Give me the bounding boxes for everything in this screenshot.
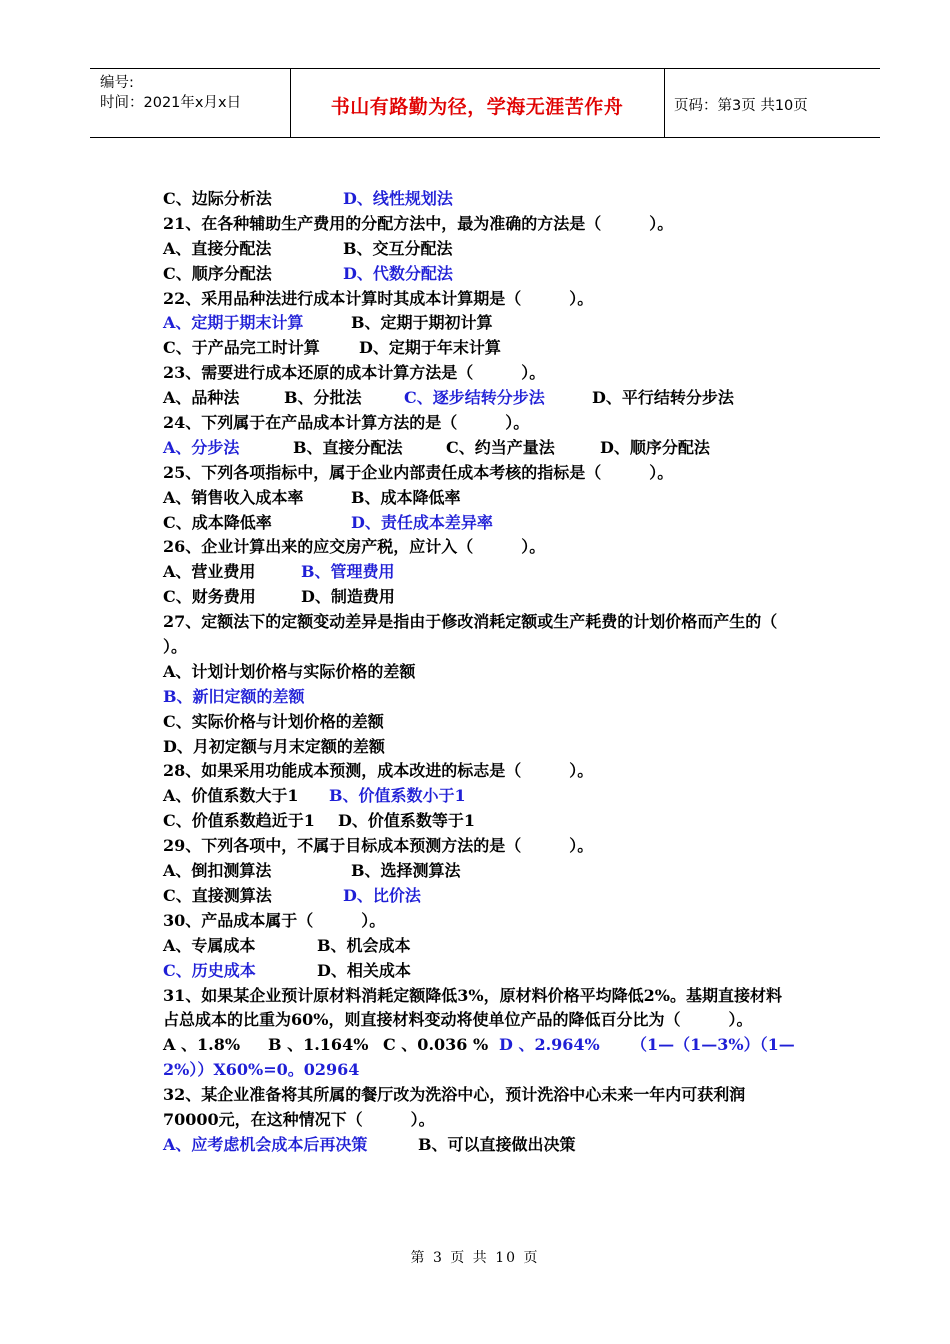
doc-time-label: 时间：2021年x月x日 bbox=[100, 95, 242, 111]
text-line bbox=[163, 1108, 813, 1133]
text-line bbox=[163, 610, 813, 635]
answer-text: D 、2.964% bbox=[499, 1035, 600, 1055]
answer-text: D、责任成本差异率 bbox=[351, 512, 493, 532]
answer-text: D、代数分配法 bbox=[343, 263, 453, 283]
text-line bbox=[163, 262, 813, 287]
answer-text: A、定期于期末计算 bbox=[163, 313, 304, 333]
question-text: D、制造费用 bbox=[301, 587, 395, 607]
question-text: C、顺序分配法 bbox=[163, 263, 272, 283]
question-text: 23、需要进行成本还原的成本计算方法是（ ）。 bbox=[163, 363, 546, 383]
question-text: B、定期于期初计算 bbox=[351, 313, 493, 333]
question-text: D、定期于年末计算 bbox=[359, 338, 501, 358]
question-text: A、品种法 bbox=[163, 388, 240, 408]
answer-text: C、逐步结转分步法 bbox=[404, 388, 545, 408]
text-line bbox=[163, 461, 813, 486]
header-divider bbox=[664, 69, 665, 137]
text-line bbox=[163, 560, 813, 585]
question-text: C 、0.036 % bbox=[383, 1035, 489, 1055]
text-line bbox=[163, 735, 813, 760]
text-line bbox=[163, 959, 813, 984]
question-text: B、交互分配法 bbox=[343, 238, 453, 258]
answer-text: 2%））X60%=0。02964 bbox=[163, 1060, 360, 1080]
answer-text: B、价值系数小于1 bbox=[329, 786, 466, 806]
question-text: C、财务费用 bbox=[163, 587, 256, 607]
text-line bbox=[163, 1083, 813, 1108]
question-text: A、计划计划价格与实际价格的差额 bbox=[163, 661, 416, 681]
question-text: C、实际价格与计划价格的差额 bbox=[163, 711, 384, 731]
text-line bbox=[163, 237, 813, 262]
text-line bbox=[163, 1008, 813, 1033]
text-line bbox=[163, 660, 813, 685]
question-text: A、营业费用 bbox=[163, 562, 256, 582]
question-text: B、选择测算法 bbox=[351, 861, 461, 881]
question-text: 26、企业计算出来的应交房产税，应计入（ ）。 bbox=[163, 537, 546, 557]
question-text: D、顺序分配法 bbox=[600, 437, 710, 457]
text-line bbox=[163, 212, 813, 237]
text-line bbox=[163, 585, 813, 610]
text-line bbox=[163, 1058, 813, 1083]
question-text: 27、定额法下的定额变动差异是指由于修改消耗定额或生产耗费的计划价格而产生的（ bbox=[163, 612, 778, 632]
answer-text: B、管理费用 bbox=[301, 562, 395, 582]
text-line bbox=[163, 361, 813, 386]
question-text: 21、在各种辅助生产费用的分配方法中，最为准确的方法是（ ）。 bbox=[163, 213, 674, 233]
question-text: C、直接测算法 bbox=[163, 885, 272, 905]
question-text: 32、某企业准备将其所属的餐厅改为洗浴中心，预计洗浴中心未来一年内可获利润 bbox=[163, 1085, 746, 1105]
text-line bbox=[163, 834, 813, 859]
question-text: B、机会成本 bbox=[317, 935, 411, 955]
question-text: 70000元，在这种情况下（ ）。 bbox=[163, 1109, 435, 1129]
question-text: D、相关成本 bbox=[317, 960, 411, 980]
page-header bbox=[90, 68, 880, 138]
text-line bbox=[163, 859, 813, 884]
text-line bbox=[163, 685, 813, 710]
answer-text: D、线性规划法 bbox=[343, 189, 453, 208]
answer-text: B、新旧定额的差额 bbox=[163, 686, 305, 706]
question-text: A、价值系数大于1 bbox=[163, 786, 299, 806]
text-line bbox=[163, 884, 813, 909]
text-line bbox=[163, 535, 813, 560]
question-text: 30、产品成本属于（ ）。 bbox=[163, 910, 386, 930]
question-text: 24、下列属于在产品成本计算方法的是（ ）。 bbox=[163, 413, 530, 433]
header-page-number: 页码：第3页 共10页 bbox=[674, 98, 808, 114]
question-text: D、平行结转分步法 bbox=[592, 388, 734, 408]
text-line bbox=[163, 909, 813, 934]
question-text: A、专属成本 bbox=[163, 935, 256, 955]
text-line bbox=[163, 809, 813, 834]
text-line bbox=[163, 486, 813, 511]
text-line bbox=[163, 1133, 813, 1158]
text-line bbox=[163, 436, 813, 461]
question-text: D、月初定额与月末定额的差额 bbox=[163, 736, 385, 756]
question-text: B、可以直接做出决策 bbox=[418, 1134, 576, 1154]
question-text: 25、下列各项指标中，属于企业内部责任成本考核的指标是（ ）。 bbox=[163, 462, 674, 482]
question-text: 占总成本的比重为60%，则直接材料变动将使单位产品的降低百分比为（ ）。 bbox=[163, 1010, 753, 1030]
doc-id-label: 编号: bbox=[100, 75, 134, 91]
question-text: A、倒扣测算法 bbox=[163, 861, 272, 881]
text-line bbox=[163, 386, 813, 411]
question-text: B、直接分配法 bbox=[293, 437, 403, 457]
text-line bbox=[163, 784, 813, 809]
text-line bbox=[163, 635, 813, 660]
text-line bbox=[163, 759, 813, 784]
header-motto: 书山有路勤为径，学海无涯苦作舟 bbox=[330, 96, 624, 118]
answer-text: C、历史成本 bbox=[163, 960, 256, 980]
text-line bbox=[163, 1033, 813, 1058]
question-text: C、成本降低率 bbox=[163, 512, 272, 532]
text-line bbox=[163, 710, 813, 735]
question-text: D、价值系数等于1 bbox=[338, 811, 476, 831]
question-text: 22、采用品种法进行成本计算时其成本计算期是（ ）。 bbox=[163, 288, 594, 308]
question-text: 29、下列各项中，不属于目标成本预测方法的是（ ）。 bbox=[163, 836, 594, 856]
question-text: A、直接分配法 bbox=[163, 238, 272, 258]
question-text: 31、如果某企业预计原材料消耗定额降低3%，原材料价格平均降低2%。基期直接材料 bbox=[163, 985, 782, 1005]
answer-text: （1—（1—3%）（1— bbox=[631, 1035, 795, 1055]
text-line bbox=[163, 336, 813, 361]
question-text: C、边际分析法 bbox=[163, 189, 272, 208]
text-line bbox=[163, 287, 813, 312]
answer-text: A、分步法 bbox=[163, 437, 240, 457]
text-line bbox=[163, 934, 813, 959]
question-text: A、销售收入成本率 bbox=[163, 487, 304, 507]
question-text: C、于产品完工时计算 bbox=[163, 338, 320, 358]
document-body bbox=[163, 187, 813, 1158]
question-text: B、分批法 bbox=[284, 388, 362, 408]
text-line bbox=[163, 187, 813, 212]
question-text: B 、1.164% bbox=[268, 1035, 369, 1055]
answer-text: D、比价法 bbox=[343, 885, 421, 905]
text-line bbox=[163, 511, 813, 536]
text-line bbox=[163, 984, 813, 1009]
answer-text: A、应考虑机会成本后再决策 bbox=[163, 1134, 368, 1154]
header-meta bbox=[100, 73, 241, 113]
text-line bbox=[163, 411, 813, 436]
text-line bbox=[163, 311, 813, 336]
page-footer: 第 3 页 共 10 页 bbox=[410, 1250, 540, 1266]
question-text: B、成本降低率 bbox=[351, 487, 461, 507]
question-text: C、价值系数趋近于1 bbox=[163, 811, 315, 831]
question-text: C、约当产量法 bbox=[446, 437, 555, 457]
question-text: 28、如果采用功能成本预测，成本改进的标志是（ ）。 bbox=[163, 761, 594, 781]
question-text: ）。 bbox=[163, 637, 188, 657]
question-text: A 、1.8% bbox=[163, 1035, 241, 1055]
